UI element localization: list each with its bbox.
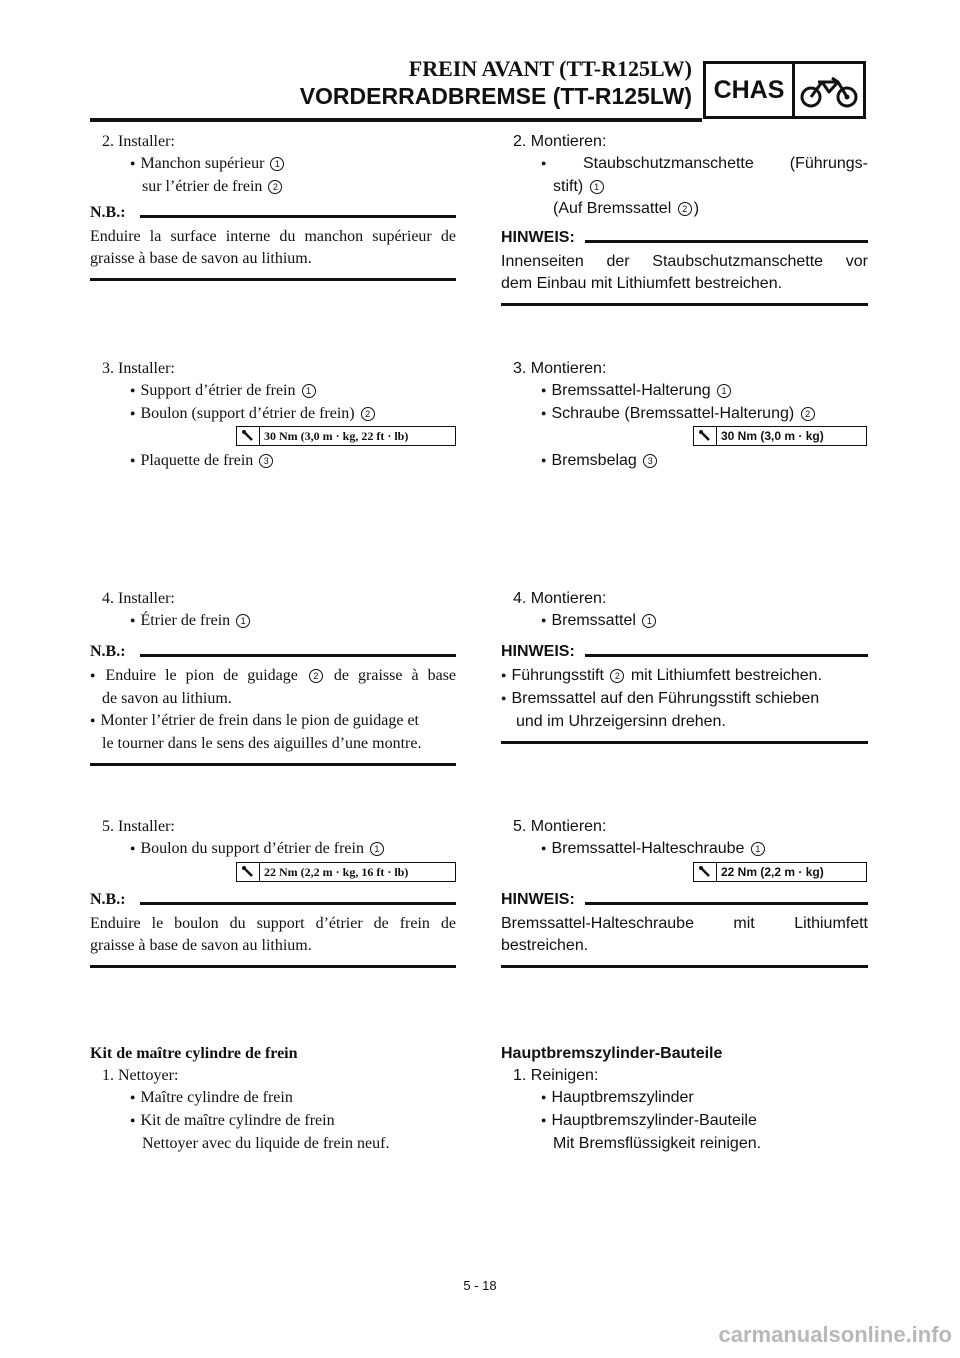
note-text: und im Uhrzeigersinn drehen. <box>516 713 726 730</box>
list-item-continued: Mit Bremsflüssigkeit reinigen. <box>553 1135 762 1152</box>
note-label: N.B.: <box>90 643 132 660</box>
page-number: 5 - 18 <box>463 1278 497 1293</box>
step-heading: 1. Nettoyer: <box>102 1067 179 1084</box>
note-bullet: ● Monter l’étrier de frein dans le pion de guidage et <box>90 710 456 733</box>
step-heading: 2. Montieren: <box>513 133 607 150</box>
de-step-2 <box>501 131 868 220</box>
note-end-rule <box>90 278 456 281</box>
list-item: ● Manchon supérieur 1 <box>90 153 456 176</box>
list-item: ● Maître cylindre de frein <box>90 1087 456 1110</box>
list-item-continued: Nettoyer avec du liquide de frein neuf. <box>142 1135 390 1152</box>
section-title: Hauptbremszylinder-Bauteile <box>501 1045 723 1062</box>
list-item: ● Kit de maître cylindre de frein <box>90 1110 456 1133</box>
de-kit-section <box>501 1043 868 1155</box>
step-heading: 5. Montieren: <box>513 818 607 835</box>
list-item-continued: (Auf Bremssattel 2 ) <box>553 200 700 217</box>
step-heading: 2. Installer: <box>102 133 175 150</box>
list-item: ● Bremssattel-Halteschraube 1 <box>501 838 868 861</box>
note-text: Bremssattel-Halteschraube mit Lithiumfett <box>501 915 868 932</box>
note-end-rule <box>501 741 868 744</box>
note-label: N.B.: <box>90 204 132 221</box>
french-column <box>90 0 456 1358</box>
step-heading: 4. Montieren: <box>513 590 607 607</box>
torque-value: 22 Nm (2,2 m · kg, 16 ft · lb) <box>264 864 409 879</box>
fr-torque-2 <box>236 862 456 882</box>
torque-value: 30 Nm (3,0 m · kg) <box>721 429 824 443</box>
list-item: ● Bremssattel-Halterung 1 <box>501 380 868 403</box>
wrench-icon <box>237 427 260 445</box>
list-item: ● Schraube (Bremssattel-Halterung) 2 <box>501 403 868 426</box>
note-end-rule <box>501 965 868 968</box>
badge-label: CHAS <box>706 64 795 116</box>
de-step-3-extra <box>501 450 868 473</box>
de-torque-1 <box>693 426 867 446</box>
list-item: ● Staubschutzmanschette (Führungs- <box>501 153 868 176</box>
step-heading: 3. Montieren: <box>513 360 607 377</box>
note-label: HINWEIS: <box>501 891 581 908</box>
list-item: ● Hauptbremszylinder <box>501 1087 868 1110</box>
watermark: carmanualsonline.info <box>718 1322 952 1347</box>
list-item: ● Boulon (support d’étrier de frein) 2 <box>90 403 456 426</box>
fr-step-3-extra <box>90 450 456 473</box>
fr-step-3 <box>90 358 456 426</box>
list-item: ● Boulon du support d’étrier de frein 1 <box>90 838 456 861</box>
note-text: Enduire le boulon du support d’étrier de frein de <box>90 915 456 932</box>
note-text: de savon au lithium. <box>102 690 232 707</box>
note-label: HINWEIS: <box>501 229 581 246</box>
list-item-continued: stift) 1 <box>501 176 868 198</box>
wrench-icon <box>694 863 717 881</box>
note-text: graisse à base de savon au lithium. <box>90 937 312 954</box>
torque-value: 22 Nm (2,2 m · kg) <box>721 865 824 879</box>
fr-torque-1 <box>236 426 456 446</box>
note-text: dem Einbau mit Lithiumfett bestreichen. <box>501 275 783 292</box>
list-item: ● Bremssattel 1 <box>501 610 868 633</box>
note-text: le tourner dans le sens des aiguilles d’une montre. <box>102 735 422 752</box>
note-text: Innenseiten der Staubschutzmanschette vor <box>501 253 868 270</box>
step-heading: 5. Installer: <box>102 818 175 835</box>
de-step-3 <box>501 358 868 426</box>
note-text: graisse à base de savon au lithium. <box>90 250 312 267</box>
german-column <box>501 0 868 1358</box>
de-torque-2 <box>693 862 867 882</box>
note-bullet: ● Führungsstift 2 mit Lithiumfett bestreichen. <box>501 665 868 688</box>
list-item: ● Hauptbremszylinder-Bauteile <box>501 1110 868 1133</box>
note-bullet: ● Bremssattel auf den Führungsstift schieben <box>501 688 868 711</box>
list-item: ● Bremsbelag 3 <box>501 450 868 473</box>
wrench-icon <box>694 427 717 445</box>
fr-step-4 <box>90 588 456 633</box>
note-label: HINWEIS: <box>501 643 581 660</box>
fr-note-1 <box>90 204 456 281</box>
wrench-icon <box>237 863 260 881</box>
note-label: N.B.: <box>90 891 132 908</box>
note-end-rule <box>90 965 456 968</box>
step-heading: 4. Installer: <box>102 590 175 607</box>
note-text: Enduire la surface interne du manchon supérieur de <box>90 228 456 245</box>
list-item: ● Support d’étrier de frein 1 <box>90 380 456 403</box>
de-step-5 <box>501 816 868 861</box>
list-item: ● Plaquette de frein 3 <box>90 450 456 473</box>
de-note-1 <box>501 229 868 306</box>
de-note-3 <box>501 891 868 968</box>
step-heading: 3. Installer: <box>102 360 175 377</box>
fr-step-2 <box>90 131 456 198</box>
note-bullet: ● Enduire le pion de guidage 2 de graisse à base <box>90 665 456 688</box>
title-french: FREIN AVANT (TT-R125LW) <box>408 56 692 81</box>
fr-kit-section <box>90 1043 456 1155</box>
de-note-2 <box>501 643 868 744</box>
note-end-rule <box>90 763 456 766</box>
de-step-4 <box>501 588 868 633</box>
fr-note-2 <box>90 643 456 766</box>
fr-note-3 <box>90 891 456 968</box>
note-end-rule <box>501 303 868 306</box>
note-text: bestreichen. <box>501 937 589 954</box>
torque-value: 30 Nm (3,0 m · kg, 22 ft · lb) <box>264 428 409 443</box>
title-german: VORDERRADBREMSE (TT-R125LW) <box>299 83 692 109</box>
list-item-continued: sur l’étrier de frein 2 <box>90 176 456 198</box>
list-item: ● Étrier de frein 1 <box>90 610 456 633</box>
step-heading: 1. Reinigen: <box>513 1067 599 1084</box>
fr-step-5 <box>90 816 456 861</box>
section-title: Kit de maître cylindre de frein <box>90 1045 298 1062</box>
